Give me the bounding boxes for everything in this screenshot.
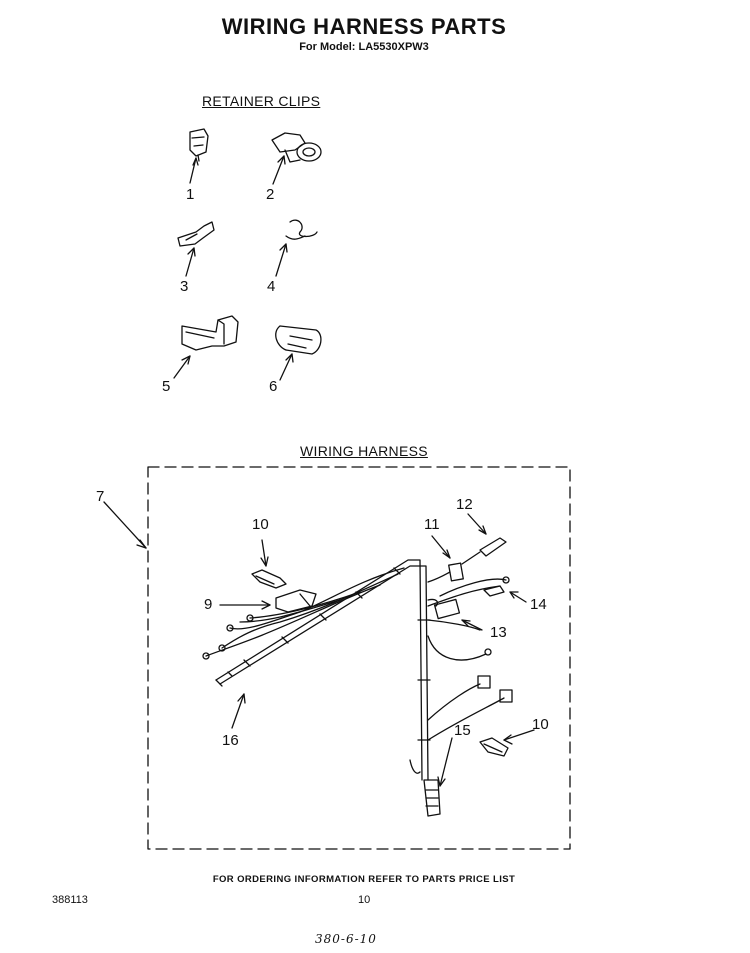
callout-11: 11 xyxy=(424,516,440,533)
callout-7: 7 xyxy=(96,488,105,505)
wiring-harness-label: WIRING HARNESS xyxy=(300,443,428,459)
retainer-clip-4 xyxy=(276,220,317,276)
callout-13: 13 xyxy=(490,624,507,641)
document-number: 388113 xyxy=(52,894,88,906)
callout-1: 1 xyxy=(186,186,195,203)
ordering-info-note: FOR ORDERING INFORMATION REFER TO PARTS PRICE LIST xyxy=(212,874,516,885)
page-title: WIRING HARNESS PARTS xyxy=(221,14,507,39)
retainer-clip-6 xyxy=(276,326,321,380)
callout-4: 4 xyxy=(267,278,276,295)
handwritten-note: 380-6-10 xyxy=(315,932,377,946)
harness-trunk xyxy=(216,560,430,780)
connector-11 xyxy=(428,536,463,582)
terminal-14 xyxy=(428,577,526,606)
connector-9 xyxy=(220,590,316,612)
callout-6: 6 xyxy=(269,378,278,395)
terminal-12 xyxy=(462,514,506,564)
terminal-10-left xyxy=(252,540,286,588)
harness-boundary xyxy=(148,467,570,849)
retainer-clips-label: RETAINER CLIPS xyxy=(202,93,321,109)
callout-10-right: 10 xyxy=(532,716,549,733)
callout-5: 5 xyxy=(162,378,171,395)
retainer-clip-5 xyxy=(174,316,238,378)
callout-15: 15 xyxy=(454,722,471,739)
callout-3: 3 xyxy=(180,278,189,295)
model-subtitle: For Model: LA5530XPW3 xyxy=(299,41,429,53)
connector-15 xyxy=(410,738,452,816)
callout-16: 16 xyxy=(222,732,239,749)
branch-wires-left xyxy=(203,568,404,686)
retainer-clip-2 xyxy=(272,133,321,184)
terminal-10-right xyxy=(480,730,534,756)
callout-2: 2 xyxy=(266,186,275,203)
callout-10-left: 10 xyxy=(252,516,269,533)
connector-13 xyxy=(428,599,482,630)
retainer-clip-3 xyxy=(178,222,214,276)
retainer-clip-1 xyxy=(190,129,208,183)
callout-14: 14 xyxy=(530,596,547,613)
callout-12: 12 xyxy=(456,496,473,513)
page-number: 10 xyxy=(358,894,371,906)
callout-9: 9 xyxy=(204,596,213,613)
